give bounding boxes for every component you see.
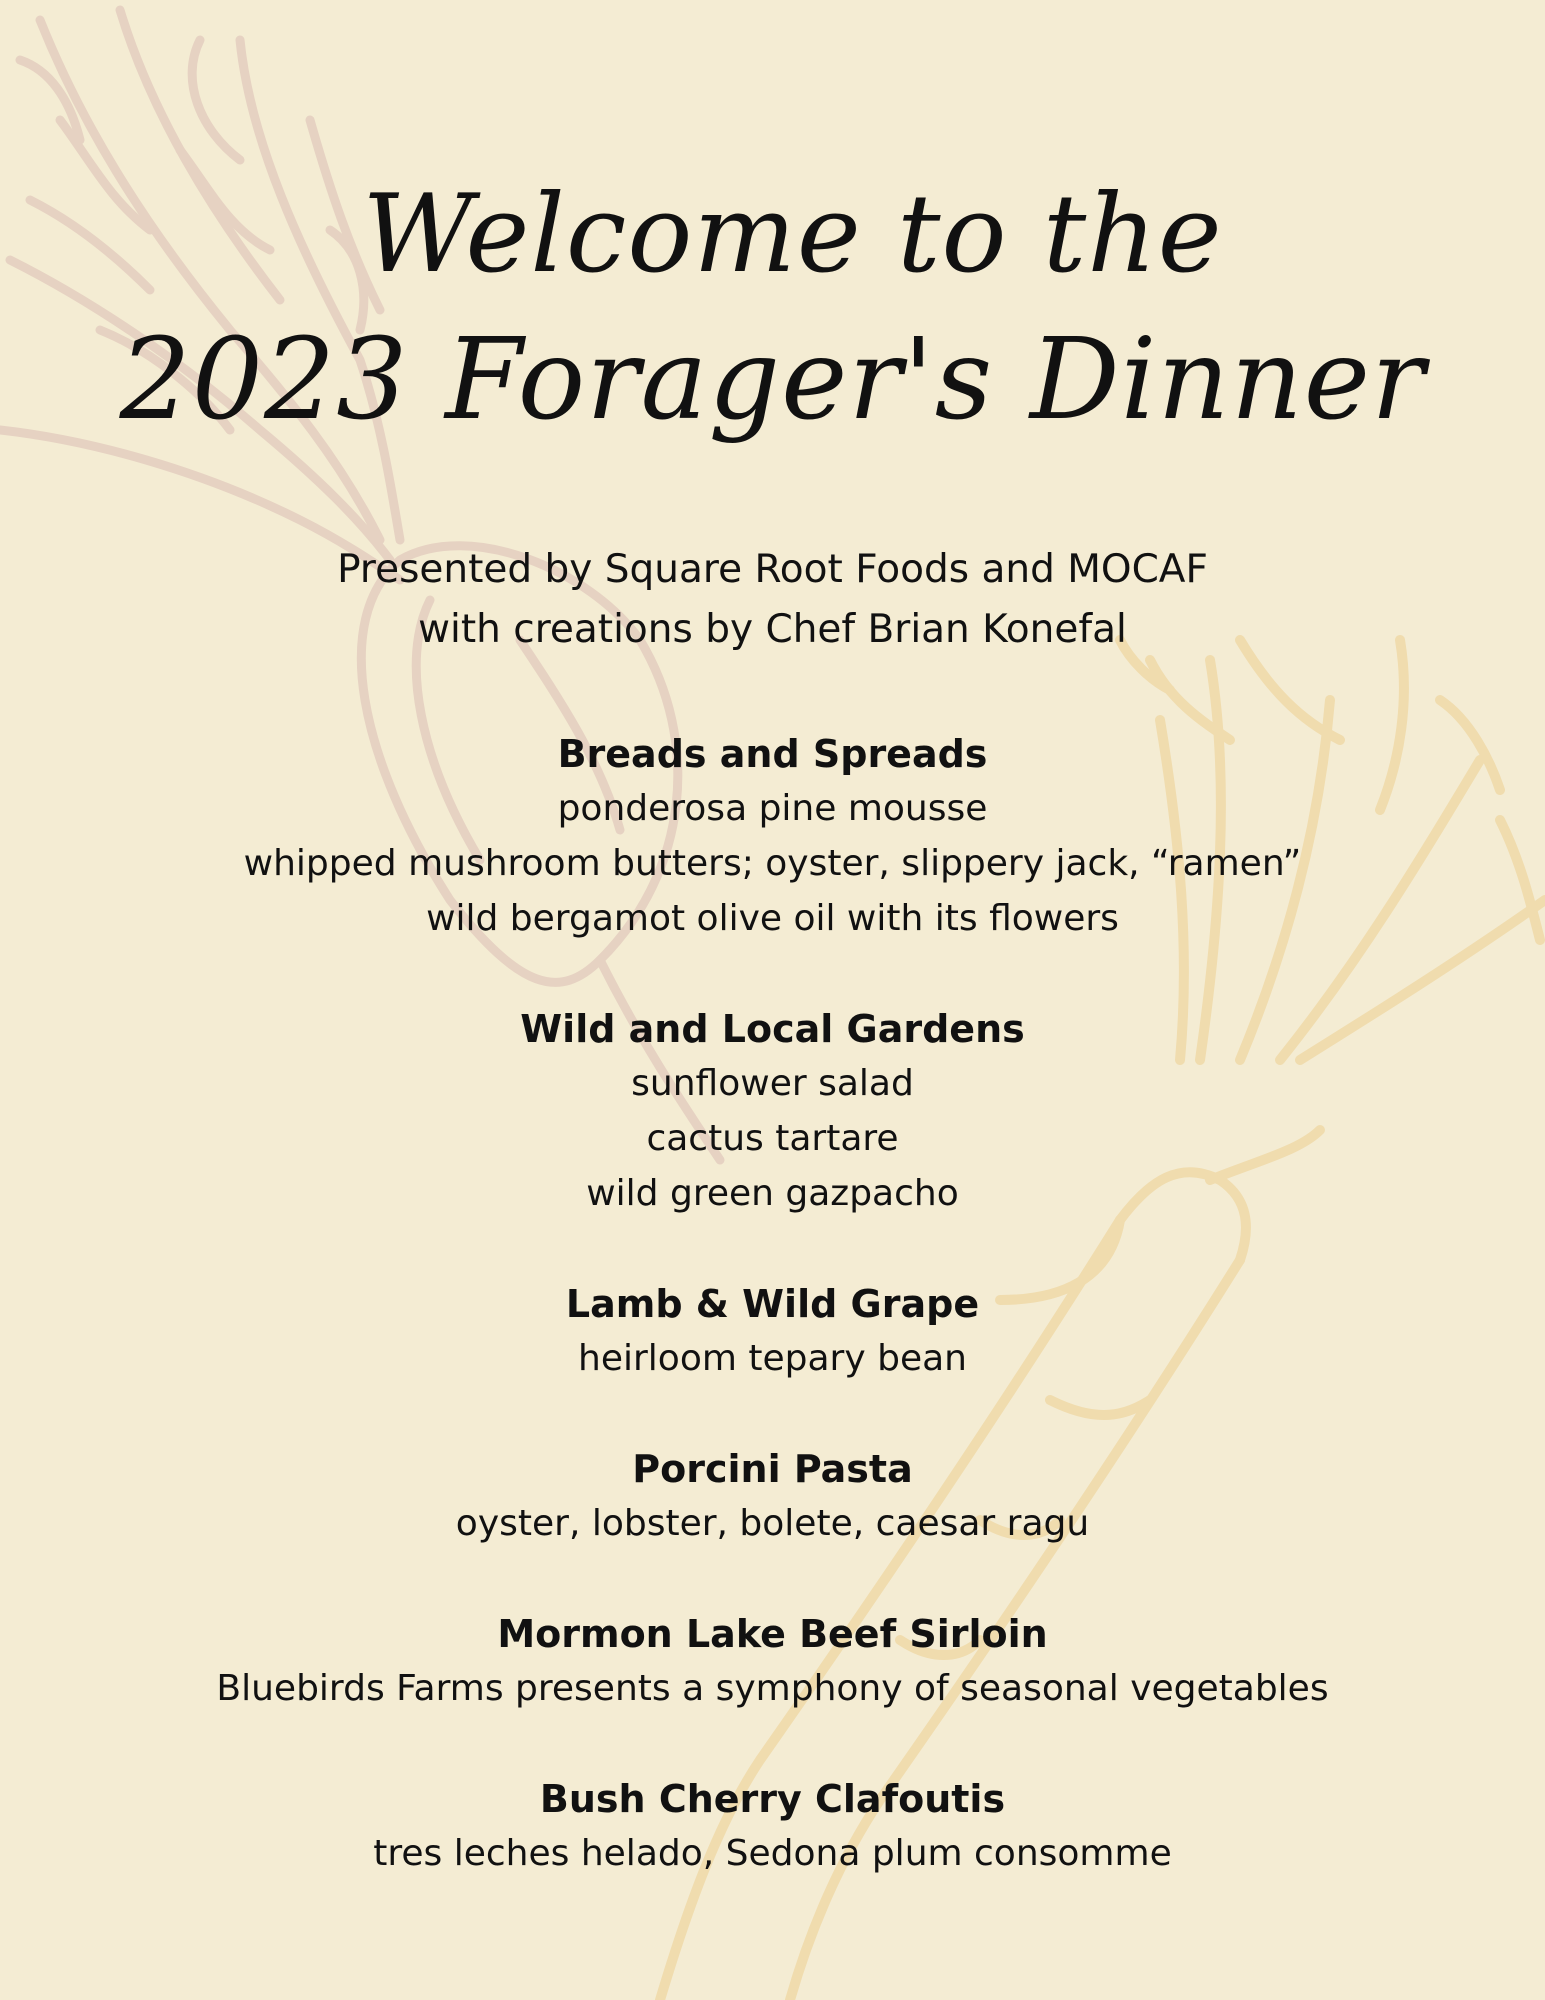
course-item: ponderosa pine mousse <box>557 788 988 829</box>
course-mormon-lake-beef-sirloin <box>0 1607 1545 1716</box>
course-item: cactus tartare <box>646 1118 899 1159</box>
course-lamb-and-wild-grape <box>0 1277 1545 1386</box>
course-item: wild bergamot olive oil with its flowers <box>426 898 1119 939</box>
chef-line: with creations by Chef Brian Konefal <box>418 607 1127 652</box>
course-item: wild green gazpacho <box>586 1173 959 1214</box>
course-item: heirloom tepary bean <box>578 1338 967 1379</box>
course-porcini-pasta <box>0 1442 1545 1551</box>
course-title: Wild and Local Gardens <box>520 1007 1025 1051</box>
menu <box>0 727 1545 1937</box>
course-title: Lamb & Wild Grape <box>565 1282 980 1326</box>
title-line-1: Welcome to the <box>362 172 1223 297</box>
course-title: Breads and Spreads <box>557 732 988 776</box>
course-title: Porcini Pasta <box>632 1447 913 1491</box>
course-item: sunflower salad <box>631 1063 914 1104</box>
course-item: whipped mushroom butters; oyster, slippery jack, “ramen” <box>243 843 1302 884</box>
course-item: tres leches helado, Sedona plum consomme <box>373 1833 1172 1874</box>
course-title: Mormon Lake Beef Sirloin <box>497 1612 1048 1656</box>
course-breads-and-spreads <box>0 727 1545 946</box>
course-bush-cherry-clafoutis <box>0 1772 1545 1881</box>
course-item: oyster, lobster, bolete, caesar ragu <box>455 1503 1090 1544</box>
title-line-2: 2023 Forager's Dinner <box>119 315 1426 445</box>
course-title: Bush Cherry Clafoutis <box>539 1777 1006 1821</box>
presenter-block <box>0 540 1545 660</box>
course-wild-and-local-gardens <box>0 1002 1545 1221</box>
presenter-line: Presented by Square Root Foods and MOCAF <box>337 547 1208 592</box>
course-item: Bluebirds Farms presents a symphony of seasonal vegetables <box>216 1668 1329 1709</box>
